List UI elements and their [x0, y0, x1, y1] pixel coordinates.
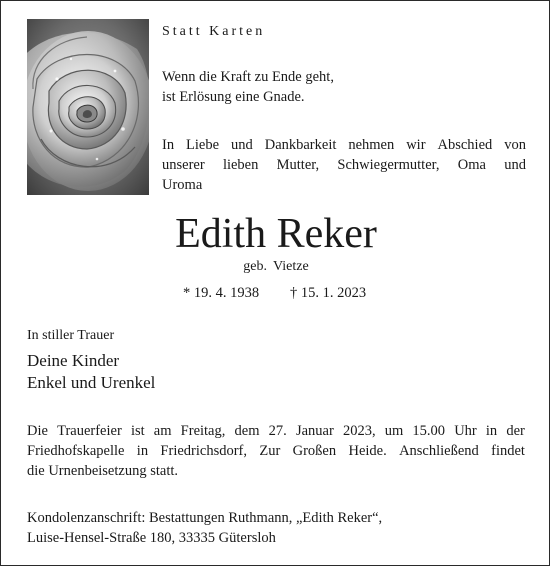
word: von: [504, 137, 526, 153]
word: 27.: [268, 423, 287, 439]
mourning-label: In stiller Trauer: [27, 328, 115, 343]
word: Anschließend: [399, 443, 479, 459]
word: Liebe: [186, 137, 220, 153]
funeral-line: [27, 421, 525, 441]
word: in: [136, 443, 149, 459]
word: Januar: [295, 423, 334, 439]
quote-line: ist Erlösung eine Gnade.: [162, 89, 305, 105]
word: Zur: [259, 443, 281, 459]
deceased-name: Edith Reker: [175, 211, 377, 257]
mourners-list: [27, 350, 155, 394]
word: Oma: [457, 157, 486, 173]
farewell-line: [162, 135, 526, 155]
word: Schwiegermutter,: [337, 157, 440, 173]
word: und: [504, 157, 526, 173]
word: dem: [234, 423, 260, 439]
death-date: † 15. 1. 2023: [290, 285, 367, 301]
word: lieben: [222, 157, 259, 173]
word: Uhr: [454, 423, 477, 439]
quote-line: Wenn die Kraft zu Ende geht,: [162, 69, 334, 85]
rose-image: [27, 19, 149, 195]
rose-photo: [27, 19, 149, 195]
word: findet: [491, 443, 525, 459]
condolence-line: Kondolenzanschrift: Bestattungen Ruthmann, „Edith Reker“,: [27, 510, 383, 526]
word: in: [485, 423, 498, 439]
word: Heide.: [348, 443, 387, 459]
word: unserer: [162, 157, 205, 173]
word: und: [231, 137, 253, 153]
word: Mutter,: [276, 157, 320, 173]
mourner: Deine Kinder: [27, 351, 120, 370]
word: Freitag,: [180, 423, 226, 439]
mourner: Enkel und Urenkel: [27, 373, 156, 392]
word: Abschied: [437, 137, 493, 153]
word: In: [162, 137, 175, 153]
maiden-name: [1, 259, 550, 275]
condolence-address: [27, 508, 382, 548]
word: Großen: [292, 443, 337, 459]
funeral-line: die Urnenbeisetzung statt.: [27, 463, 178, 479]
word: um: [384, 423, 404, 439]
word: wir: [406, 137, 426, 153]
word: ist: [130, 423, 145, 439]
farewell-line: Uroma: [162, 177, 203, 193]
notice-heading: Statt Karten: [162, 24, 266, 39]
birth-date: * 19. 4. 1938: [183, 285, 260, 301]
funeral-info: [27, 421, 525, 481]
maiden-prefix: geb.: [243, 259, 267, 274]
word: nehmen: [348, 137, 395, 153]
word: Trauerfeier: [57, 423, 122, 439]
maiden-surname: Vietze: [273, 259, 309, 274]
funeral-line: [27, 441, 525, 461]
condolence-line: Luise-Hensel-Straße 180, 33335 Gütersloh: [27, 530, 276, 546]
word: der: [506, 423, 525, 439]
memorial-quote: [162, 67, 522, 107]
word: am: [153, 423, 172, 439]
word: Friedrichsdorf,: [160, 443, 247, 459]
word: 2023,: [342, 423, 376, 439]
word: Friedhofskapelle: [27, 443, 125, 459]
word: Dankbarkeit: [264, 137, 337, 153]
word: Die: [27, 423, 48, 439]
word: 15.00: [412, 423, 446, 439]
farewell-text: [162, 135, 526, 195]
farewell-line: [162, 155, 526, 175]
